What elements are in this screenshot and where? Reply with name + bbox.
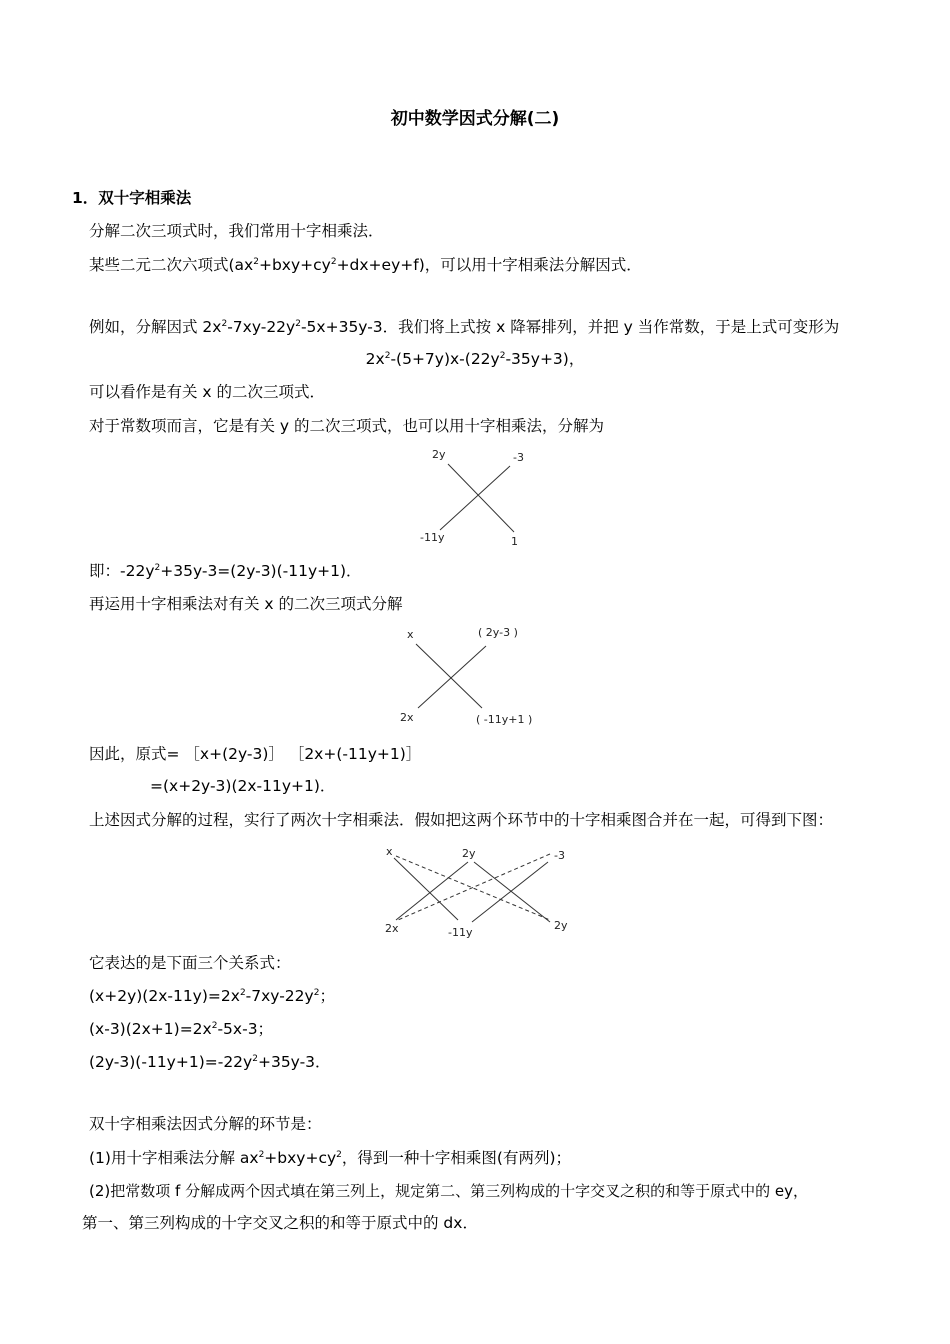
cross-diagram-2	[394, 620, 554, 730]
section-heading: 1．双十字相乘法	[72, 189, 192, 207]
fig3-bottom-2: -11y	[448, 926, 473, 939]
fig3-top-1: x	[386, 845, 393, 858]
paragraph-9: 因此，原式= ［x+(2y-3)］ ［2x+(-11y+1)］	[89, 745, 422, 763]
paragraph-10: =(x+2y-3)(2x-11y+1)．	[150, 777, 336, 795]
fig3-bottom-1: 2x	[385, 922, 399, 935]
step-2-continued: 第一、第三列构成的十字交叉之积的和等于原式中的 dx．	[82, 1214, 478, 1232]
paragraph-8: 再运用十字相乘法对有关 x 的二次三项式分解	[89, 595, 403, 613]
step-1: (1)用十字相乘法分解 $ax^2+bxy+cy^2$，得到一种十字相乘图(有两列)；	[89, 1149, 571, 1167]
fig2-line-a	[416, 644, 482, 708]
paragraph-16: 双十字相乘法因式分解的环节是：	[89, 1115, 322, 1133]
fig3-line-3	[474, 862, 550, 922]
paragraph-6: 对于常数项而言，它是有关 y 的二次三项式，也可以用十字相乘法，分解为	[89, 417, 605, 435]
double-cross-diagram	[378, 840, 578, 944]
fig1-bottom-left: -11y	[420, 531, 445, 544]
fig1-top-left: 2y	[432, 448, 446, 461]
step-2: (2)把常数项 f 分解成两个因式填在第三列上，规定第二、第三列构成的十字交叉之积的和等于原式中的 ey，	[89, 1182, 808, 1200]
paragraph-4-formula: $2x^2-(5+7y)x-(22y^2-35y+3)$，	[365, 350, 585, 368]
fig3-top-2: 2y	[462, 847, 476, 860]
paragraph-12: 它表达的是下面三个关系式：	[89, 954, 291, 972]
fig1-top-right: -3	[513, 451, 524, 464]
fig2-bottom-right: ( -11y+1 )	[476, 713, 533, 726]
fig1-line-a	[448, 464, 514, 532]
fig3-top-3: -3	[554, 849, 565, 862]
fig2-top-left: x	[407, 628, 414, 641]
paragraph-7: 即：$-22y^2+35y-3=(2y-3)(-11y+1)$．	[89, 562, 362, 580]
relation-1: $(x+2y)(2x-11y)=2x^2-7xy-22y^2$；	[89, 987, 335, 1005]
fig1-line-b	[440, 466, 510, 530]
paragraph-1: 分解二次三项式时，我们常用十字相乘法．	[89, 222, 384, 240]
fig3-bottom-3: 2y	[554, 919, 568, 932]
fig1-bottom-right: 1	[511, 535, 518, 548]
relation-3: $(2y-3)(-11y+1)=-22y^2+35y-3$．	[89, 1053, 331, 1071]
paragraph-5: 可以看作是有关 x 的二次三项式．	[89, 383, 326, 401]
fig2-top-right: ( 2y-3 )	[478, 626, 518, 639]
paragraph-11: 上述因式分解的过程，实行了两次十字相乘法．假如把这两个环节中的十字相乘图合并在一起，可得到下图：	[89, 811, 834, 829]
paragraph-3: 例如，分解因式 $2x^2-7xy-22y^2-5x+35y-3$．我们将上式按 x 降幂排列，并把 y 当作常数，于是上式可变形为	[89, 318, 840, 336]
page-title: 初中数学因式分解(二)	[390, 109, 560, 129]
cross-diagram-1	[410, 444, 540, 550]
fig3-line-1	[394, 858, 458, 920]
paragraph-2: 某些二元二次六项式$(ax^2+bxy+cy^2+dx+ey+f)$，可以用十字相乘法分解因式．	[89, 256, 642, 274]
fig2-bottom-left: 2x	[400, 711, 414, 724]
relation-2: $(x-3)(2x+1)=2x^2-5x-3$；	[89, 1020, 274, 1038]
